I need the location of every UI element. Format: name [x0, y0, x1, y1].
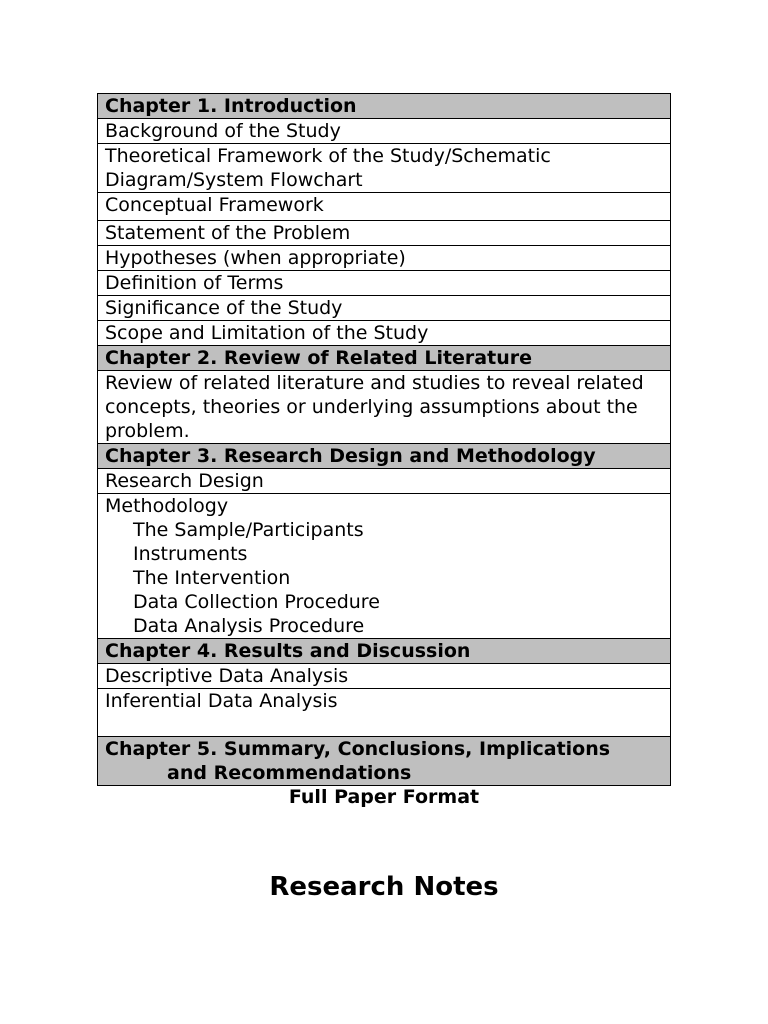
- sample-participants-subitem: The Sample/Participants: [133, 519, 364, 541]
- outline-row: [98, 296, 671, 321]
- statement-of-problem-item: Statement of the Problem: [98, 221, 671, 246]
- scope-and-limitation-item: Scope and Limitation of the Study: [98, 321, 671, 346]
- data-analysis-subitem: Data Analysis Procedure: [133, 615, 365, 637]
- research-design-item: Research Design: [98, 469, 671, 494]
- outline-row: [98, 144, 671, 193]
- descriptive-analysis-item: Descriptive Data Analysis: [98, 664, 671, 689]
- outline-row: [98, 119, 671, 144]
- outline-row: [98, 469, 671, 494]
- chapter-1-row: [98, 94, 671, 119]
- background-of-study-item: Background of the Study: [98, 119, 671, 144]
- outline-row: [98, 371, 671, 444]
- outline-row: [98, 221, 671, 246]
- chapter-3-row: [98, 444, 671, 469]
- definition-of-terms-item: Definition of Terms: [98, 271, 671, 296]
- chapter-2-title: Chapter 2. Review of Related Literature: [98, 346, 671, 371]
- review-of-literature-item: Review of related literature and studies to reveal related concepts, theories or underlying assumptions about the problem.: [98, 371, 671, 444]
- chapter-5-row: [98, 737, 671, 786]
- chapter-5-title: [98, 737, 671, 786]
- data-collection-subitem: Data Collection Procedure: [133, 591, 380, 613]
- paper-format-outline-table: [97, 93, 671, 786]
- chapter-1-title: Chapter 1. Introduction: [98, 94, 671, 119]
- instruments-subitem: Instruments: [133, 543, 248, 565]
- page-heading: Research Notes: [269, 872, 499, 902]
- outline-row: [98, 271, 671, 296]
- outline-row: [98, 321, 671, 346]
- outline-row: [98, 689, 671, 737]
- methodology-item: Methodology: [105, 495, 229, 517]
- methodology-cell: [98, 494, 671, 639]
- chapter-2-row: [98, 346, 671, 371]
- chapter-4-row: [98, 639, 671, 664]
- outline-row: [98, 246, 671, 271]
- theoretical-framework-item: Theoretical Framework of the Study/Schematic Diagram/System Flowchart: [98, 144, 671, 193]
- outline-row: [98, 494, 671, 639]
- outline-row: [98, 664, 671, 689]
- table-caption: Full Paper Format: [288, 786, 480, 808]
- chapter-5-title-line-1: Chapter 5. Summary, Conclusions, Implications: [105, 738, 611, 760]
- chapter-3-title: Chapter 3. Research Design and Methodology: [98, 444, 671, 469]
- significance-of-study-item: Significance of the Study: [98, 296, 671, 321]
- hypotheses-item: Hypotheses (when appropriate): [98, 246, 671, 271]
- chapter-5-title-line-2: and Recommendations: [167, 762, 412, 784]
- inferential-analysis-item: Inferential Data Analysis: [98, 689, 671, 737]
- conceptual-framework-item: Conceptual Framework: [98, 193, 671, 221]
- intervention-subitem: The Intervention: [133, 567, 291, 589]
- outline-row: [98, 193, 671, 221]
- chapter-4-title: Chapter 4. Results and Discussion: [98, 639, 671, 664]
